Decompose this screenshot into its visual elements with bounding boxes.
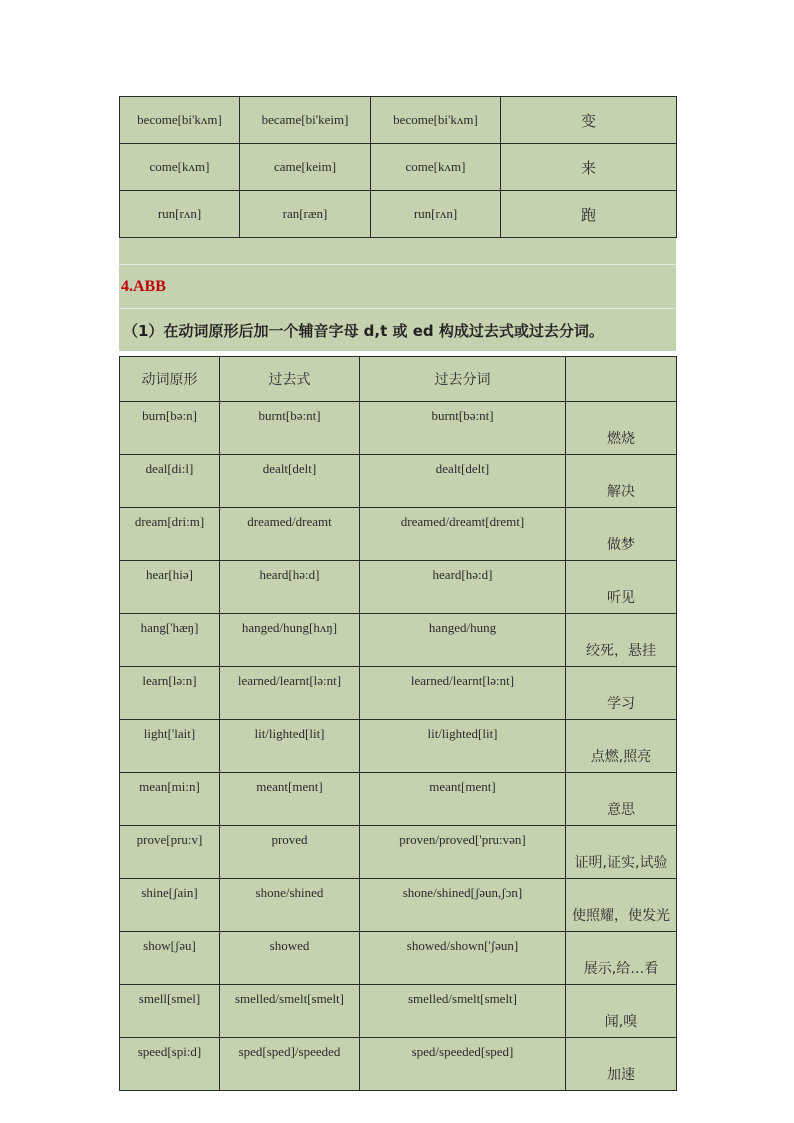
abb-verb-table bbox=[119, 356, 677, 1091]
past-participle-cell: burnt[bə:nt] bbox=[360, 402, 566, 455]
meaning-cell: 跑 bbox=[501, 191, 677, 238]
table-row bbox=[120, 402, 677, 455]
top-verb-table bbox=[119, 96, 677, 238]
table-row bbox=[120, 97, 677, 144]
table-row bbox=[120, 508, 677, 561]
base-form-cell: learn[lə:n] bbox=[120, 667, 220, 720]
base-form-cell: mean[mi:n] bbox=[120, 773, 220, 826]
table-row bbox=[120, 879, 677, 932]
header-past-participle: 过去分词 bbox=[360, 357, 566, 402]
section-heading: 4.ABB bbox=[121, 277, 166, 295]
base-form-cell: shine[ʃain] bbox=[120, 879, 220, 932]
base-form-cell: run[rʌn] bbox=[120, 191, 240, 238]
subheading-band bbox=[119, 309, 676, 351]
base-form-cell: speed[spi:d] bbox=[120, 1038, 220, 1091]
meaning-cell: 点燃,照亮 bbox=[566, 720, 677, 773]
meaning-cell: 闻,嗅 bbox=[566, 985, 677, 1038]
meaning-cell: 证明,证实,试验 bbox=[566, 826, 677, 879]
meaning-cell: 使照耀，使发光 bbox=[566, 879, 677, 932]
past-tense-cell: sped[sped]/speeded bbox=[220, 1038, 360, 1091]
base-form-cell: smell[smel] bbox=[120, 985, 220, 1038]
past-participle-cell: proven/proved['pru:vən] bbox=[360, 826, 566, 879]
meaning-cell: 意思 bbox=[566, 773, 677, 826]
table-row bbox=[120, 826, 677, 879]
meaning-cell: 解决 bbox=[566, 455, 677, 508]
table-row bbox=[120, 985, 677, 1038]
past-tense-cell: hanged/hung[hʌŋ] bbox=[220, 614, 360, 667]
meaning-cell: 燃烧 bbox=[566, 402, 677, 455]
table-row bbox=[120, 191, 677, 238]
past-tense-cell: smelled/smelt[smelt] bbox=[220, 985, 360, 1038]
base-form-cell: prove[pru:v] bbox=[120, 826, 220, 879]
table-row bbox=[120, 144, 677, 191]
table-row bbox=[120, 614, 677, 667]
meaning-cell: 加速 bbox=[566, 1038, 677, 1091]
meaning-cell: 展示,给…看 bbox=[566, 932, 677, 985]
past-tense-cell: meant[ment] bbox=[220, 773, 360, 826]
table-row bbox=[120, 720, 677, 773]
past-tense-cell: dealt[delt] bbox=[220, 455, 360, 508]
base-form-cell: come[kʌm] bbox=[120, 144, 240, 191]
past-participle-cell: come[kʌm] bbox=[371, 144, 501, 191]
table-row bbox=[120, 667, 677, 720]
past-participle-cell: sped/speeded[sped] bbox=[360, 1038, 566, 1091]
past-participle-cell: meant[ment] bbox=[360, 773, 566, 826]
base-form-cell: hear[hiə] bbox=[120, 561, 220, 614]
past-participle-cell: heard[hə:d] bbox=[360, 561, 566, 614]
meaning-cell: 学习 bbox=[566, 667, 677, 720]
past-participle-cell: dreamed/dreamt[dremt] bbox=[360, 508, 566, 561]
table-row bbox=[120, 1038, 677, 1091]
meaning-cell: 绞死，悬挂 bbox=[566, 614, 677, 667]
section-heading-band bbox=[119, 265, 676, 309]
base-form-cell: deal[di:l] bbox=[120, 455, 220, 508]
past-participle-cell: learned/learnt[lə:nt] bbox=[360, 667, 566, 720]
past-tense-cell: lit/lighted[lit] bbox=[220, 720, 360, 773]
document-content bbox=[119, 96, 676, 1091]
header-meaning bbox=[566, 357, 677, 402]
header-past-tense: 过去式 bbox=[220, 357, 360, 402]
past-participle-cell: dealt[delt] bbox=[360, 455, 566, 508]
base-form-cell: burn[bə:n] bbox=[120, 402, 220, 455]
base-form-cell: become[bi'kʌm] bbox=[120, 97, 240, 144]
past-participle-cell: hanged/hung bbox=[360, 614, 566, 667]
meaning-cell: 变 bbox=[501, 97, 677, 144]
base-form-cell: light['lait] bbox=[120, 720, 220, 773]
past-participle-cell: become[bi'kʌm] bbox=[371, 97, 501, 144]
base-form-cell: dream[dri:m] bbox=[120, 508, 220, 561]
past-participle-cell: lit/lighted[lit] bbox=[360, 720, 566, 773]
past-tense-cell: became[bi'keim] bbox=[240, 97, 371, 144]
past-tense-cell: ran[ræn] bbox=[240, 191, 371, 238]
past-participle-cell: shone/shined[ʃəun,ʃɔn] bbox=[360, 879, 566, 932]
past-participle-cell: run[rʌn] bbox=[371, 191, 501, 238]
section-subheading: （1）在动词原形后加一个辅音字母 d,t 或 ed 构成过去式或过去分词。 bbox=[123, 321, 604, 340]
table-row bbox=[120, 932, 677, 985]
past-tense-cell: learned/learnt[lə:nt] bbox=[220, 667, 360, 720]
past-tense-cell: shone/shined bbox=[220, 879, 360, 932]
spacer-band bbox=[119, 238, 676, 265]
meaning-cell: 做梦 bbox=[566, 508, 677, 561]
meaning-cell: 来 bbox=[501, 144, 677, 191]
past-participle-cell: showed/shown['ʃəun] bbox=[360, 932, 566, 985]
past-tense-cell: showed bbox=[220, 932, 360, 985]
past-tense-cell: heard[hə:d] bbox=[220, 561, 360, 614]
past-tense-cell: dreamed/dreamt bbox=[220, 508, 360, 561]
table-header-row bbox=[120, 357, 677, 402]
meaning-cell: 听见 bbox=[566, 561, 677, 614]
base-form-cell: show[ʃəu] bbox=[120, 932, 220, 985]
past-tense-cell: burnt[bə:nt] bbox=[220, 402, 360, 455]
header-base-form: 动词原形 bbox=[120, 357, 220, 402]
past-tense-cell: proved bbox=[220, 826, 360, 879]
past-participle-cell: smelled/smelt[smelt] bbox=[360, 985, 566, 1038]
table-row bbox=[120, 455, 677, 508]
past-tense-cell: came[keim] bbox=[240, 144, 371, 191]
table-row bbox=[120, 561, 677, 614]
base-form-cell: hang['hæŋ] bbox=[120, 614, 220, 667]
table-row bbox=[120, 773, 677, 826]
